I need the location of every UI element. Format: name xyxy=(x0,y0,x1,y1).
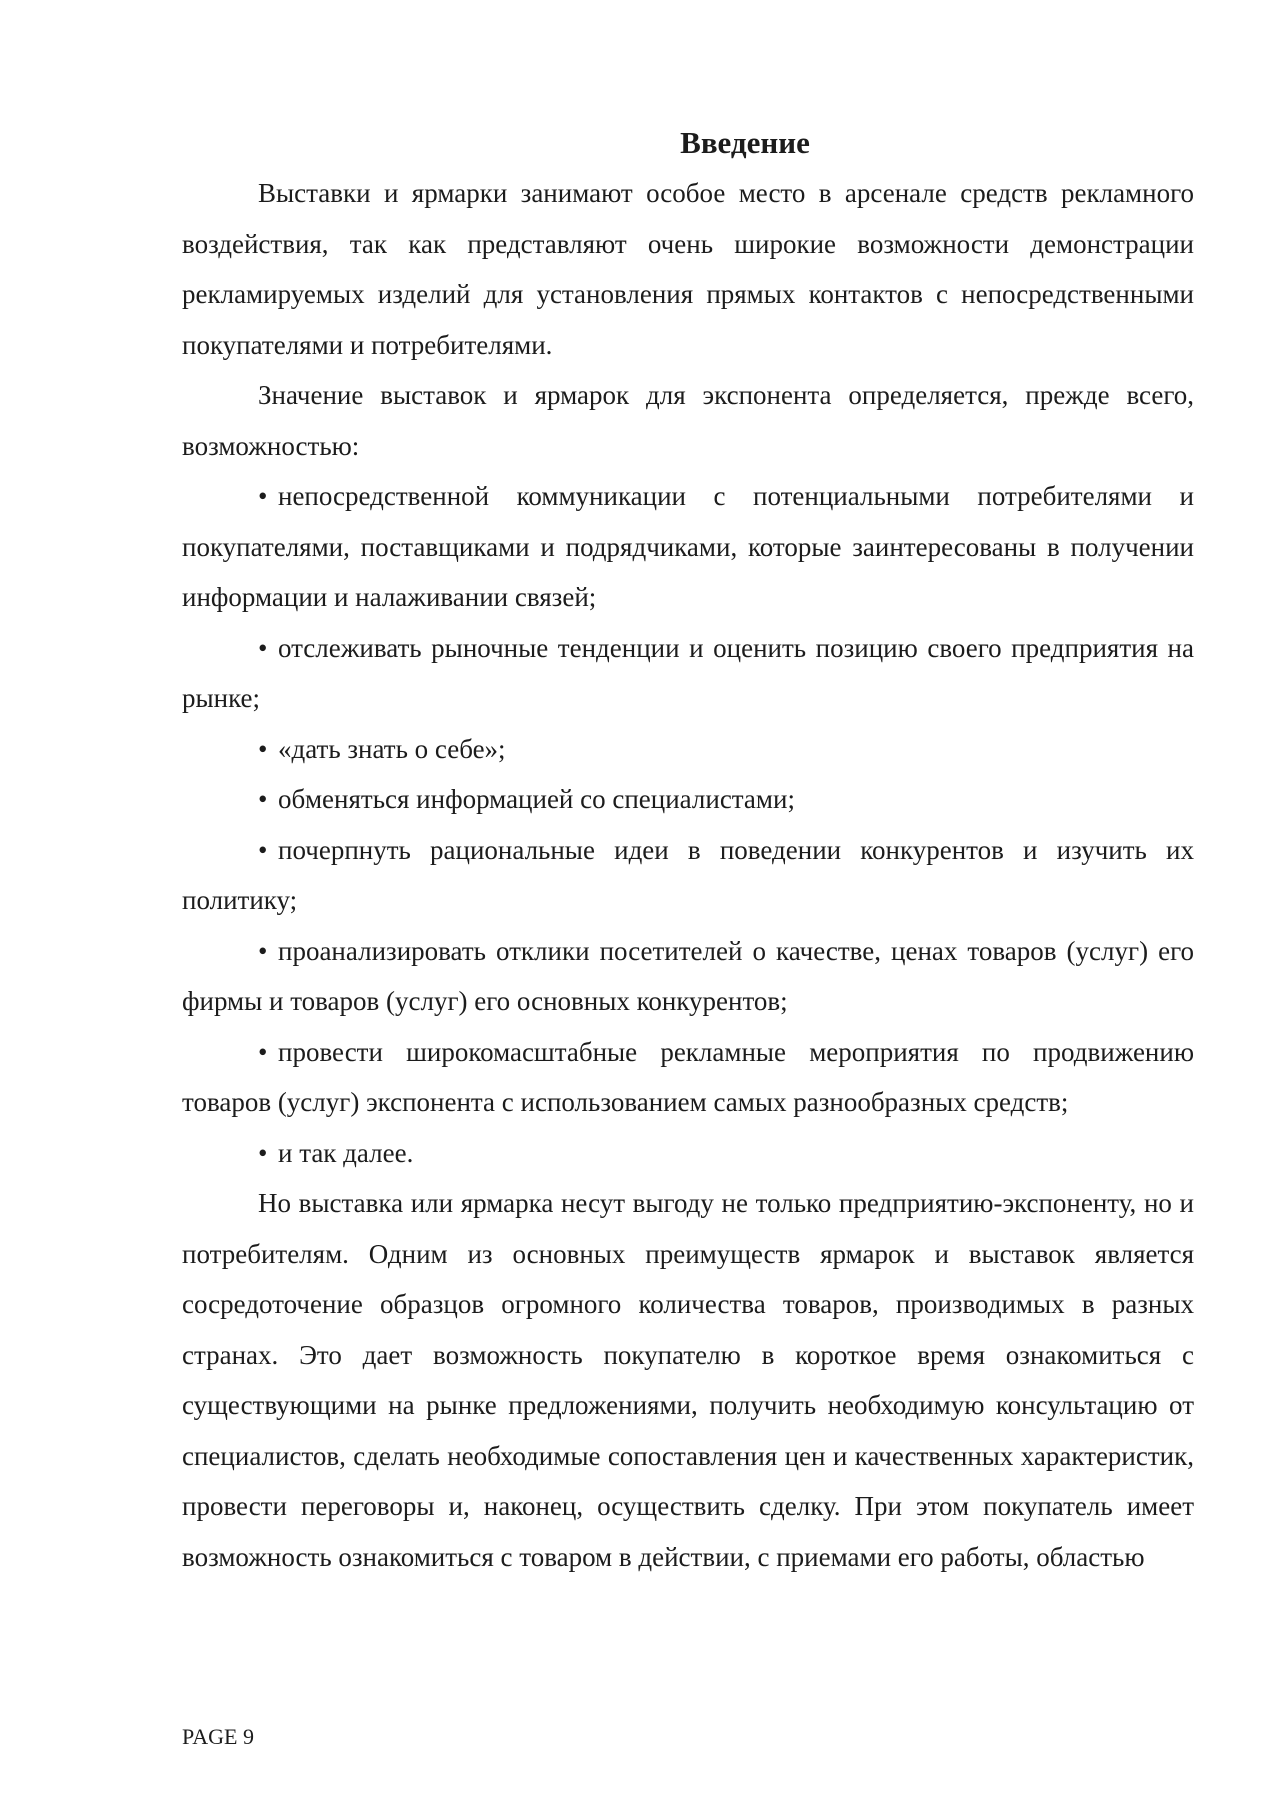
paragraph-intro-1: Выставки и ярмарки занимают особое место в арсенале средств рекламного воздействия, так как представляют очень широкие возможности демонстрации рекламируемых изделий для установления прямых контактов с непосредственными покупателями и потребителями. xyxy=(182,178,1194,360)
bullet-icon: • xyxy=(258,784,268,814)
bullet-item xyxy=(182,623,1194,724)
page-footer xyxy=(182,1724,254,1750)
bullet-icon: • xyxy=(258,935,268,966)
bullet-item xyxy=(182,774,1194,825)
bullet-text: и так далее. xyxy=(278,1137,414,1168)
page-label: PAGE xyxy=(182,1724,238,1749)
bullet-icon: • xyxy=(258,733,268,764)
bullet-item xyxy=(182,926,1194,1027)
bullet-icon: • xyxy=(258,834,268,865)
bullet-icon: • xyxy=(258,1137,268,1168)
bullet-item xyxy=(182,724,1194,775)
bullet-text: отслеживать рыночные тенденции и оценить позицию своего предприятия на рынке; xyxy=(182,632,1194,713)
bullet-text: обменяться информацией со специалистами; xyxy=(278,784,795,814)
document-body xyxy=(182,118,1194,1582)
paragraph-intro-2: Значение выставок и ярмарок для экспонента определяется, прежде всего, возможностью: xyxy=(182,380,1194,461)
bullet-icon: • xyxy=(258,632,268,663)
bullet-text: проанализировать отклики посетителей о качестве, ценах товаров (услуг) его фирмы и товаров (услуг) его основных конкурентов; xyxy=(182,935,1194,1016)
bullet-item xyxy=(182,1128,1194,1179)
bullet-text: непосредственной коммуникации с потенциальными потребителями и покупателями, поставщиками и подрядчиками, которые заинтересованы в получении информации и налаживании связей; xyxy=(182,481,1194,612)
bullet-text: провести широкомасштабные рекламные мероприятия по продвижению товаров (услуг) экспонента с использованием самых разнообразных средств; xyxy=(182,1036,1194,1117)
paragraph-closing: Но выставка или ярмарка несут выгоду не только предприятию-экспоненту, но и потребителям. Одним из основных преимуществ ярмарок и выставок является сосредоточение образцов огромного количества товаров, производимых в разных странах. Это дает возможность покупателю в короткое время ознакомиться с существующими на рынке предложениями, получить необходимую консультацию от специалистов, сделать необходимые сопоставления цен и качественных характеристик, провести переговоры и, наконец, осуществить сделку. При этом покупатель имеет возможность ознакомиться с товаром в действии, с приемами его работы, областью xyxy=(182,1188,1194,1572)
bullet-item xyxy=(182,471,1194,623)
bullet-text: почерпнуть рациональные идеи в поведении конкурентов и изучить их политику; xyxy=(182,834,1194,915)
bullet-text: «дать знать о себе»; xyxy=(278,733,506,764)
bullet-icon: • xyxy=(258,481,268,511)
bullet-item xyxy=(182,1027,1194,1128)
bullet-item xyxy=(182,825,1194,926)
page-number: 9 xyxy=(242,1724,254,1749)
page-title: Введение xyxy=(680,125,810,160)
bullet-icon: • xyxy=(258,1036,268,1067)
